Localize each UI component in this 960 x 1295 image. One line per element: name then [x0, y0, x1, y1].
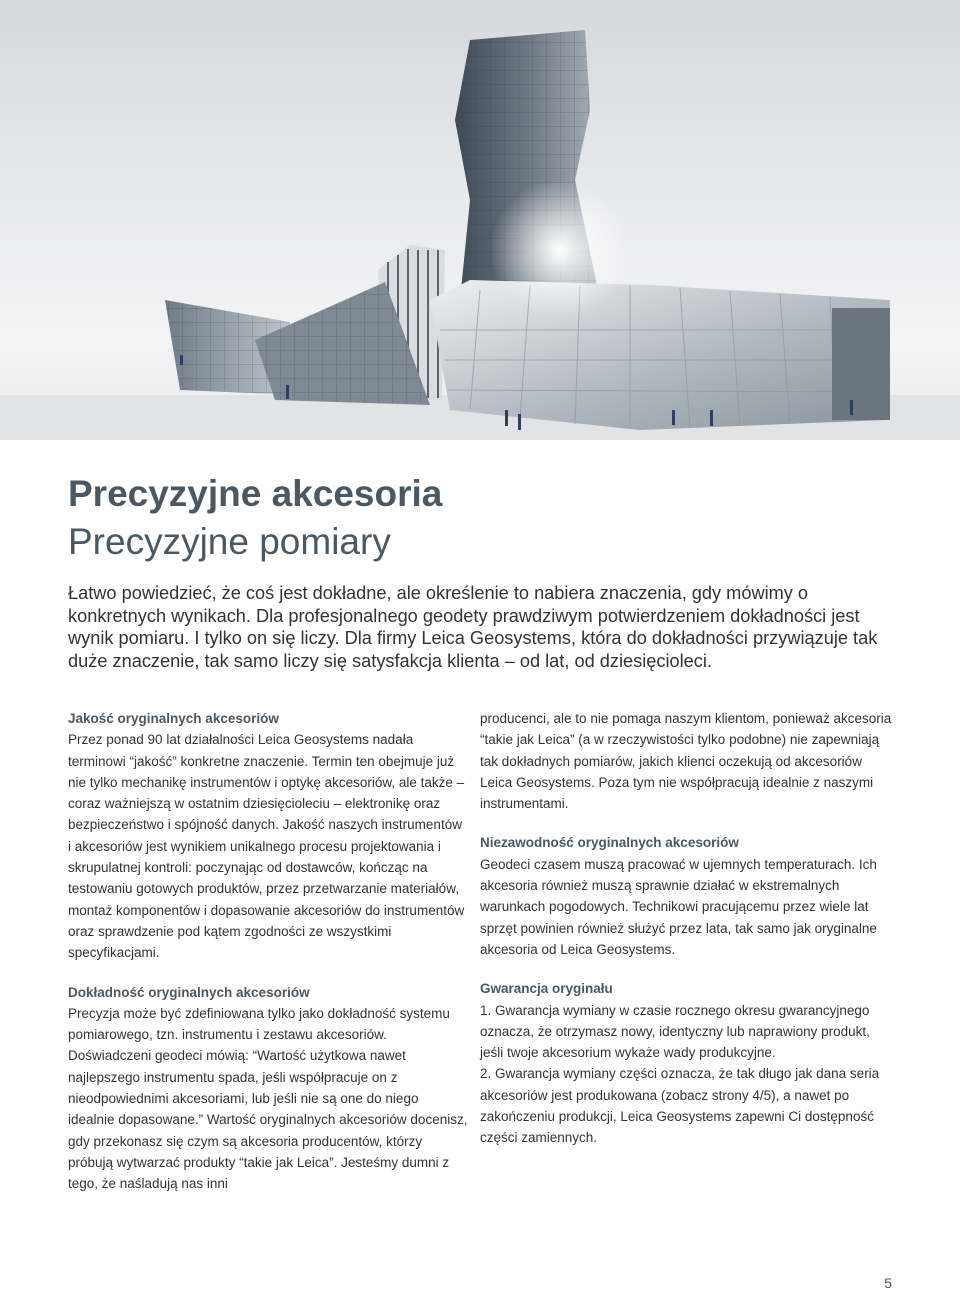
page-title: Precyzyjne akcesoria — [68, 473, 443, 514]
section-body-quality: Przez ponad 90 lat działalności Leica Geosystems nadała terminowi “jakość” konkretne znaczenie. Termin ten obejmuje już nie tylko mechanikę instrumentów i optykę akcesoriów, ale także – coraz ważniejszą w ostatnim dziesięcioleciu – elektronikę oraz bezpieczeństwo i spójność danych. Jakość naszych instrumentów i akcesoriów jest wynikiem unikalnego procesu projektowania i skrupulatnej kontroli: poczynając od dostawców, kończąc na testowaniu gotowych produktów, przez przetwarzanie materiałów, montaż komponentów i dopasowanie akcesoriów do instrumentów oraz sprawdzenie pod kątem zgodności ze wszystkimi specyfikacjami. — [68, 732, 465, 961]
section-heading-reliability: Niezawodność oryginalnych akcesoriów — [480, 835, 739, 851]
continuation-paragraph: producenci, ale to nie pomaga naszym klientom, ponieważ akcesoria “takie jak Leica” (a w rzeczywistości tylko podobne) nie zapewniają tak dokładnych pomiarów, jakich klienci oczekują od akcesoriów Leica Geosystems. Poza tym nie współpracują idealnie z naszymi instrumentami. — [480, 711, 892, 812]
warranty-item-1: 1. Gwarancja wymiany w czasie rocznego okresu gwarancyjnego oznacza, że otrzymasz nowy, identyczny lub naprawiony produkt, jeśli twoje akcesorium wykaże wady produkcyjne. — [480, 1002, 870, 1061]
intro-paragraph: Łatwo powiedzieć, że coś jest dokładne, ale określenie to nabiera znaczenia, gdy mówimy o konkretnych wynikach. Dla profesjonalnego geodety prawdziwym potwierdzeniem dokładności jest wynik pomiaru. I tylko on się liczy. Dla firmy Leica Geosystems, która do dokładności przywiązuje tak duże znaczenie, tak samo liczy się satysfakcja klienta – od lat, od dziesięcioleci. — [68, 583, 878, 671]
warranty-item-2: 2. Gwarancja wymiany części oznacza, że tak długo jak dana seria akcesoriów jest produkowana (zobacz strony 4/5), a nawet po zakończeniu produkcji, Leica Geosystems zapewni Ci dostępność części zamiennych. — [480, 1066, 880, 1146]
section-heading-warranty: Gwarancja oryginału — [480, 981, 613, 997]
section-body-accuracy: Precyzja może być zdefiniowana tylko jako dokładność systemu pomiarowego, tzn. instrumentu i zestawu akcesoriów. Doświadczeni geodeci mówią: “Wartość użytkowa nawet najlepszego instrumentu spada, jeśli współpracuje on z nieodpowiednimi akcesoriami, lub jeśli nie są one do niego idealnie dopasowane.” Wartość oryginalnych akcesoriów docenisz, gdy przekonasz się czym są akcesoria producentów, którzy próbują wytwarzać produkty “takie jak Leica”. Jesteśmy dumni z tego, że naśladują nas inni — [68, 1005, 468, 1192]
section-heading-accuracy: Dokładność oryginalnych akcesoriów — [68, 984, 310, 1000]
section-heading-quality: Jakość oryginalnych akcesoriów — [68, 711, 279, 726]
hero-image — [0, 0, 960, 440]
page-number: 5 — [884, 1275, 892, 1291]
left-column — [68, 708, 468, 1213]
page-subtitle: Precyzyjne pomiary — [68, 521, 391, 562]
section-body-reliability: Geodeci czasem muszą pracować w ujemnych temperaturach. Ich akcesoria również muszą sprawnie działać w ekstremalnych warunkach pogodowych. Technikowi pracującemu przez wiele lat sprzęt powinien również służyć przez lata, tak samo jak oryginalne akcesoria od Leica Geosystems. — [480, 856, 877, 957]
right-column — [480, 708, 892, 1167]
architecture-illustration — [0, 0, 960, 440]
